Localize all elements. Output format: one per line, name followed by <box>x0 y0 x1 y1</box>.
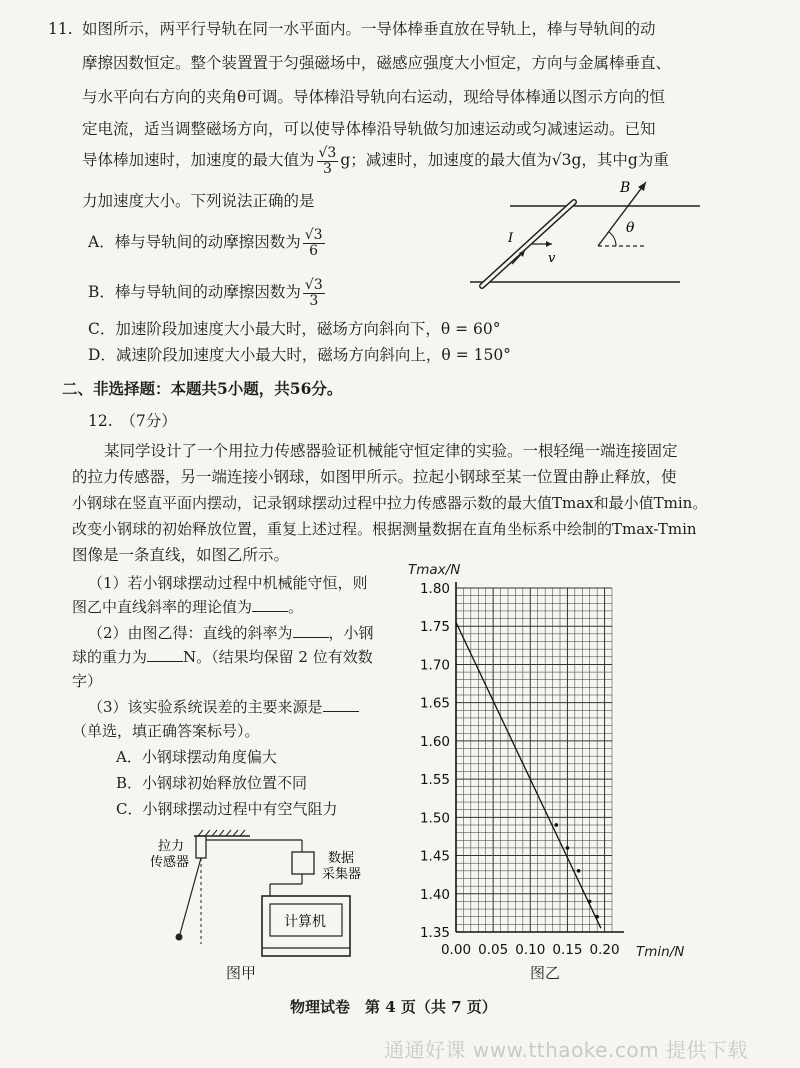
x-tick-label: 0.20 <box>589 942 620 958</box>
y-tick-label: 1.35 <box>419 925 450 941</box>
tmax-tmin-chart <box>410 580 640 960</box>
conductor-rod-inner <box>482 202 574 286</box>
answer-blank <box>323 697 359 712</box>
sub3-text-a: （3）该实验系统误差的主要来源是 <box>88 698 323 716</box>
q12-intro-5: 图像是一条直线，如图乙所示。 <box>72 546 290 564</box>
q12-choice-b: B．小钢球初始释放位置不同 <box>116 774 308 792</box>
chart-grid <box>456 588 612 932</box>
q11-line-1: 如图所示，两平行导轨在同一水平面内。一导体棒垂直放在导轨上，棒与导轨间的动 <box>82 20 656 38</box>
sub2-text-b: ，小钢 <box>328 624 374 642</box>
q11-option-d: D．减速阶段加速度大小最大时，磁场方向斜向上，θ = 150° <box>88 346 511 364</box>
computer-label: 计算机 <box>284 914 326 930</box>
ceiling-hatch <box>198 830 245 836</box>
label-i: I <box>508 231 514 246</box>
collector-label-1: 数据 <box>328 851 355 866</box>
y-tick-label: 1.70 <box>419 657 450 674</box>
fraction-denominator: 6 <box>309 242 319 259</box>
q11-line-2: 摩擦因数恒定。整个装置置于匀强磁场中，磁感应强度大小恒定，方向与金属棒垂直、 <box>82 54 672 72</box>
q12-intro-4: 改变小钢球的初始释放位置，重复上述过程。根据测量数据在直角坐标系中绘制的Tmax-Tmin <box>72 520 697 538</box>
q12-intro-2: 的拉力传感器，另一端连接小钢球，如图甲所示。拉起小钢球至某一位置由静止释放，使 <box>72 468 677 486</box>
q12-sub1-line2: 图乙中直线斜率的理论值为 。 <box>72 598 304 616</box>
q11-rail-figure <box>470 176 710 296</box>
figure-yi-caption: 图乙 <box>530 964 561 982</box>
q12-header: 12. （7分） <box>88 412 177 430</box>
q11-option-b <box>88 272 327 312</box>
q12-sub2-line2 <box>72 646 373 668</box>
x-tick-label: 0.15 <box>552 942 583 958</box>
q11-line-3: 与水平向右方向的夹角θ可调。导体棒沿导轨向右运动，现给导体棒通以图示方向的恒 <box>82 88 665 106</box>
fraction-denominator: 3 <box>322 160 332 177</box>
sub2-text-a: （2）由图乙得：直线的斜率为 <box>88 624 293 642</box>
data-point <box>577 869 581 873</box>
q12-sub2-line3: 字） <box>72 672 103 690</box>
q11-line5-text-a: 导体棒加速时，加速度的最大值为 <box>82 151 315 169</box>
q11-option-c: C．加速阶段加速度大小最大时，磁场方向斜向下，θ = 60° <box>88 320 501 338</box>
y-tick-label: 1.50 <box>419 810 450 827</box>
q11-line-4: 定电流，适当调整磁场方向，可以使导体棒沿导轨做匀加速运动或匀减速运动。已知 <box>82 120 656 138</box>
data-point <box>566 846 570 850</box>
velocity-arrowhead-icon <box>546 241 552 247</box>
q11-line5-fraction <box>317 146 339 177</box>
y-tick-label: 1.45 <box>419 848 450 865</box>
x-tick-label: 0.00 <box>440 942 472 958</box>
fraction-numerator: √3 <box>304 226 323 243</box>
data-point <box>588 900 592 904</box>
fit-line <box>456 622 601 928</box>
q12-intro-3: 小钢球在竖直平面内摆动，记录钢球摆动过程中拉力传感器示数的最大值Tmax和最小值Tmin。 <box>72 494 708 512</box>
option-b-text: B．棒与导轨间的动摩擦因数为 <box>88 283 301 301</box>
sensor-label-2: 传感器 <box>150 855 190 870</box>
answer-blank <box>147 647 183 662</box>
data-point <box>595 915 599 919</box>
apparatus-figure <box>150 826 400 966</box>
q12-intro-1: 某同学设计了一个用拉力传感器验证机械能守恒定律的实验。一根轻绳一端连接固定 <box>104 442 678 460</box>
sub2-text-c: 球的重力为 <box>72 648 148 666</box>
q11-number: 11. <box>48 20 73 38</box>
y-tick-label: 1.55 <box>419 772 450 789</box>
option-a-text: A．棒与导轨间的动摩擦因数为 <box>88 233 301 251</box>
fraction-numerator: √3 <box>318 144 337 161</box>
sub2-text-d: N。（结果均保留 2 位有效数 <box>183 648 373 666</box>
data-collector-box <box>292 852 314 874</box>
section-title: 二、非选择题：本题共5小题，共56分。 <box>62 379 343 398</box>
y-tick-label: 1.75 <box>419 619 450 636</box>
x-axis-label: Tmin/N <box>636 944 685 960</box>
fraction-denominator: 3 <box>309 292 319 309</box>
page-footer: 物理试卷 第 4 页（共 7 页） <box>290 998 497 1016</box>
q12-choice-a: A．小钢球摆动角度偏大 <box>116 748 277 766</box>
q12-sub2-line1 <box>88 622 374 644</box>
q12-sub1-line1: （1）若小钢球摆动过程中机械能守恒，则 <box>88 574 368 592</box>
x-tick-label: 0.05 <box>478 942 509 958</box>
steel-ball-icon <box>176 934 183 941</box>
watermark: 通通好课 www.tthaoke.com 提供下载 <box>384 1038 748 1062</box>
option-b-fraction <box>303 278 325 309</box>
label-v: v <box>548 251 556 266</box>
option-a-fraction <box>303 228 325 259</box>
y-tick-label: 1.80 <box>419 581 450 597</box>
x-tick-label: 0.10 <box>515 942 546 958</box>
label-theta: θ <box>626 220 635 236</box>
sub1-text: 图乙中直线斜率的理论值为 <box>72 598 253 616</box>
q11-line-6: 力加速度大小。下列说法正确的是 <box>82 192 315 210</box>
y-tick-label: 1.65 <box>419 695 450 712</box>
chart-axes <box>456 582 624 932</box>
collector-label-2: 采集器 <box>322 867 362 882</box>
chart-series <box>456 622 601 928</box>
sensor-label-1: 拉力 <box>158 839 185 854</box>
q11-option-a <box>88 222 327 262</box>
q12-choice-c: C．小钢球摆动过程中有空气阻力 <box>116 800 338 818</box>
y-tick-label: 1.40 <box>419 886 450 903</box>
q12-sub3-line1 <box>88 696 359 718</box>
answer-blank <box>252 597 288 612</box>
field-arrowhead-icon <box>638 182 646 191</box>
y-axis-label: Tmax/N <box>408 562 461 578</box>
fraction-numerator: √3 <box>304 276 323 293</box>
data-point <box>554 823 558 827</box>
figure-jia-caption: 图甲 <box>226 964 257 982</box>
label-b: B <box>620 180 631 196</box>
theta-arc <box>609 232 616 246</box>
force-sensor <box>196 836 206 858</box>
q11-line5-text-b: g；减速时，加速度的最大值为√3g，其中g为重 <box>340 151 669 169</box>
y-tick-label: 1.60 <box>419 733 450 750</box>
q11-line-5 <box>82 140 669 180</box>
answer-blank <box>293 623 329 638</box>
q12-sub3-line2: （单选，填正确答案标号）。 <box>72 722 260 740</box>
